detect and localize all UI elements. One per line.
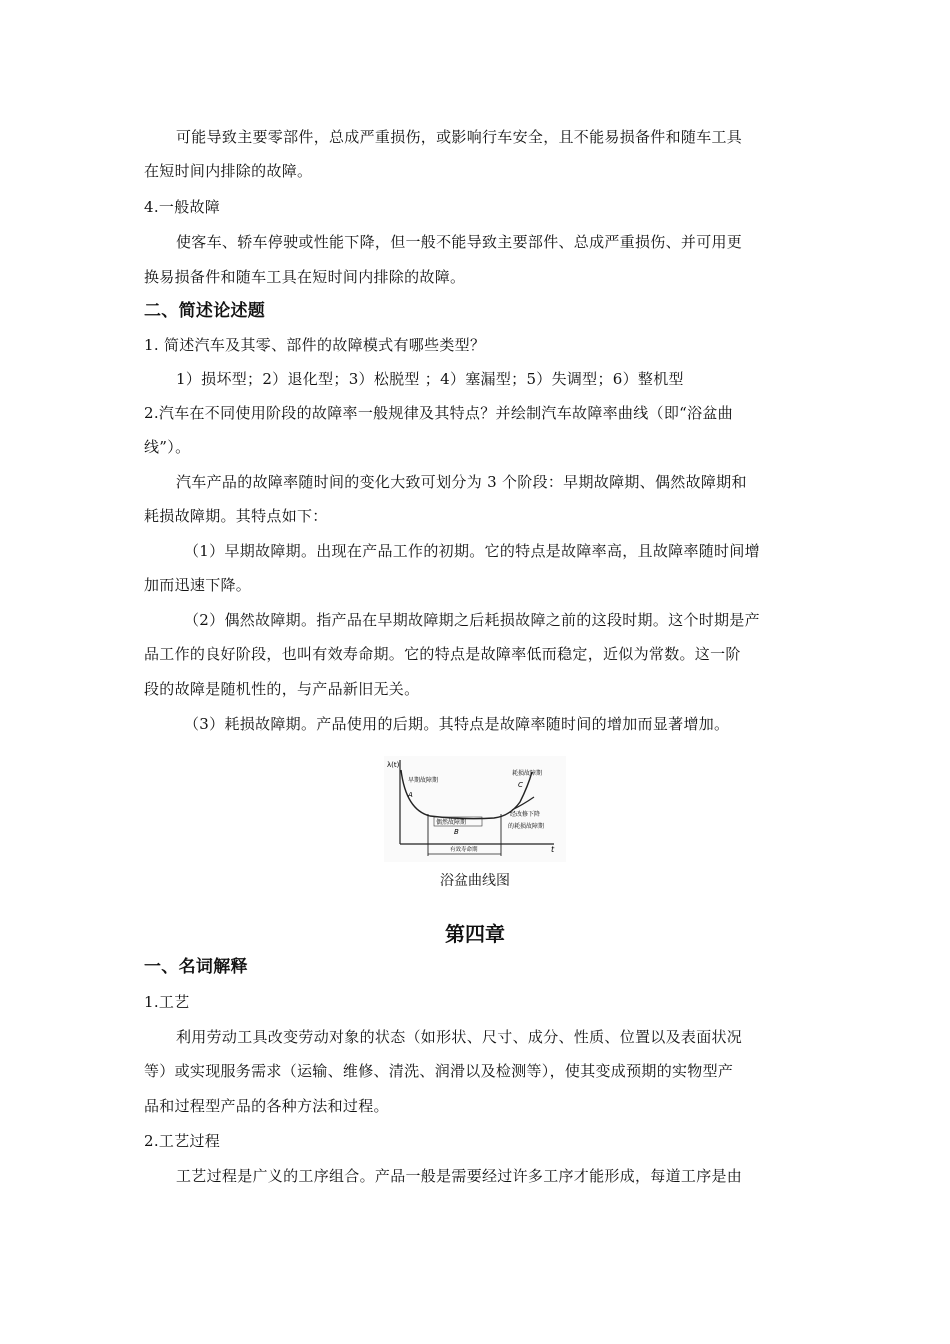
- paragraph-line: 汽车产品的故障率随时间的变化大致可划分为 3 个阶段：早期故障期、偶然故障期和: [176, 473, 747, 491]
- paragraph-line: 在短时间内排除的故障。: [144, 162, 313, 180]
- label-b: B: [454, 828, 459, 836]
- label-life: 有效寿命期: [450, 847, 478, 853]
- question-line: 1. 简述汽车及其零、部件的故障模式有哪些类型？: [144, 336, 486, 354]
- item-heading: 2.工艺过程: [144, 1132, 221, 1150]
- paragraph-line: 可能导致主要零部件，总成严重损伤，或影响行车安全，且不能易损备件和随车工具: [176, 128, 743, 146]
- question-line: 线”）。: [144, 438, 191, 456]
- paragraph-line: 等）或实现服务需求（运输、维修、清洗、润滑以及检测等），使其变成预期的实物型产: [144, 1062, 734, 1080]
- label-a: A: [408, 791, 413, 799]
- paragraph-line: 耗损故障期。其特点如下：: [144, 507, 328, 525]
- paragraph-line: （2）偶然故障期。指产品在早期故障期之后耗损故障之前的这段时期。这个时期是产: [184, 611, 760, 629]
- bathtub-curve-figure: [384, 756, 566, 862]
- label-random: 偶然故障期: [436, 819, 467, 826]
- item-heading: 4.一般故障: [144, 198, 221, 216]
- figure-caption: 浴盆曲线图: [440, 873, 510, 889]
- paragraph-line: （1）早期故障期。出现在产品工作的初期。它的特点是故障率高，且故障率随时间增: [184, 542, 760, 560]
- item-heading: 1.工艺: [144, 993, 190, 1011]
- paragraph-line: （3）耗损故障期。产品使用的后期。其特点是故障率随时间的增加而显著增加。: [184, 715, 730, 733]
- answer-line: 1）损坏型；2）退化型；3）松脱型 ；4）塞漏型；5）失调型；6）整机型: [176, 370, 684, 388]
- label-early: 早期故障期: [408, 777, 439, 784]
- paragraph-line: 段的故障是随机性的，与产品新旧无关。: [144, 680, 420, 698]
- label-improved-2: 的耗损故障期: [508, 823, 545, 830]
- section-heading: 二、简述论述题: [144, 301, 266, 321]
- label-c: C: [518, 781, 523, 789]
- paragraph-line: 使客车、轿车停驶或性能下降，但一般不能导致主要部件、总成严重损伤、并可用更: [176, 233, 743, 251]
- chapter-title: 第四章: [445, 922, 505, 946]
- paragraph-line: 工艺过程是广义的工序组合。产品一般是需要经过许多工序才能形成，每道工序是由: [176, 1167, 743, 1185]
- paragraph-line: 换易损备件和随车工具在短时间内排除的故障。: [144, 268, 466, 286]
- label-improved-1: 经改修下降: [510, 811, 541, 818]
- question-line: 2.汽车在不同使用阶段的故障率一般规律及其特点？并绘制汽车故障率曲线（即“浴盆曲: [144, 404, 733, 422]
- label-wear: 耗损故障期: [512, 770, 543, 777]
- paragraph-line: 加而迅速下降。: [144, 576, 252, 594]
- y-axis-label: λ(t): [387, 761, 400, 769]
- paragraph-line: 利用劳动工具改变劳动对象的状态（如形状、尺寸、成分、性质、位置以及表面状况: [176, 1028, 743, 1046]
- section-heading: 一、名词解释: [144, 957, 248, 977]
- paragraph-line: 品和过程型产品的各种方法和过程。: [144, 1097, 389, 1115]
- paragraph-line: 品工作的良好阶段，也叫有效寿命期。它的特点是故障率低而稳定，近似为常数。这一阶: [144, 645, 741, 663]
- x-axis-label: t: [551, 845, 555, 854]
